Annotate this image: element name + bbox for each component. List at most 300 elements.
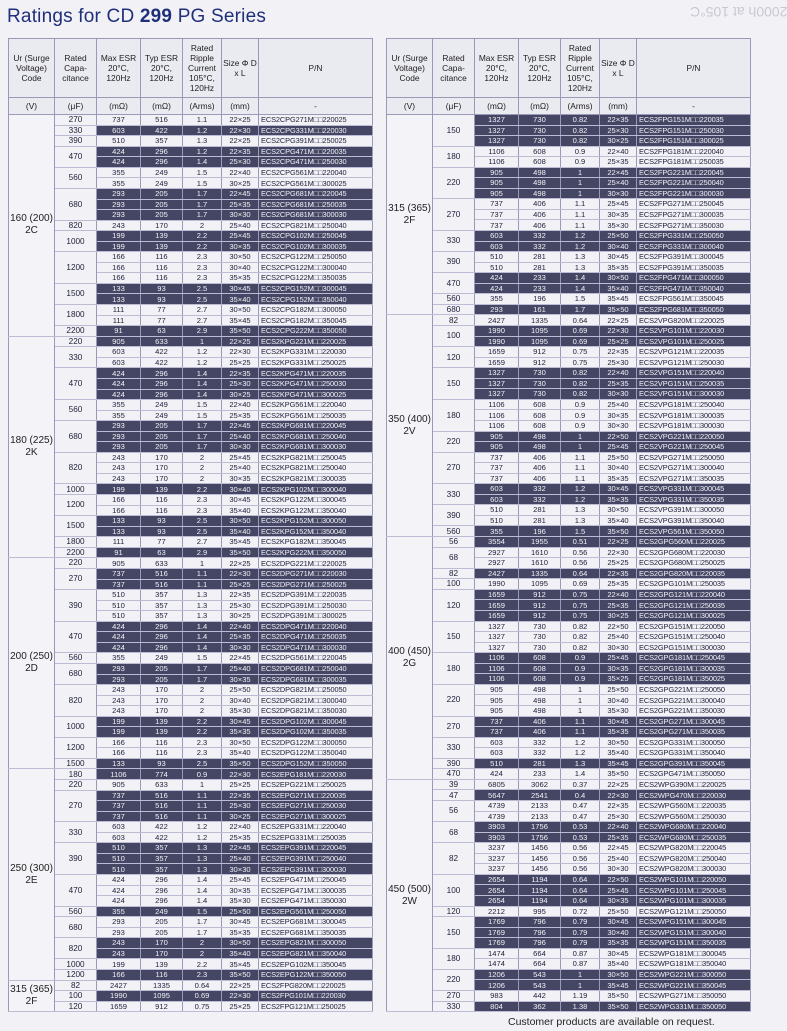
table-row: [9, 917, 373, 928]
typ-esr-cell: 205: [141, 917, 183, 928]
size-cell: 22×45: [222, 653, 259, 664]
size-cell: 25×40: [222, 853, 259, 864]
typ-esr-cell: 139: [141, 727, 183, 738]
max-esr-cell: 603: [97, 357, 141, 368]
size-cell: 35×30: [600, 705, 637, 716]
size-cell: 22×45: [222, 188, 259, 199]
voltage-code-cell: 350 (400) 2V: [387, 315, 433, 537]
part-number-cell: ECS2FPG151M□□250030: [637, 125, 751, 136]
size-cell: 22×30: [222, 991, 259, 1002]
table-row: [9, 305, 373, 316]
size-cell: 30×30: [222, 210, 259, 221]
typ-esr-cell: 912: [519, 611, 561, 622]
unit-capacitance: (μF): [55, 98, 97, 115]
size-cell: 30×45: [222, 716, 259, 727]
ripple-current-cell: 1: [561, 695, 600, 706]
ripple-current-cell: 1.3: [183, 853, 222, 864]
part-number-cell: ECS2KPG471M□□300025: [259, 389, 373, 400]
typ-esr-cell: 516: [141, 115, 183, 126]
capacitance-cell: 270: [433, 199, 475, 231]
max-esr-cell: 2927: [475, 558, 519, 569]
ripple-current-cell: 1.2: [561, 241, 600, 252]
size-cell: 22×25: [222, 336, 259, 347]
max-esr-cell: 293: [97, 199, 141, 210]
part-number-cell: ECS2CPG102M□□250045: [259, 231, 373, 242]
part-number-cell: ECS2GPG271M□□300045: [637, 716, 751, 727]
max-esr-cell: 603: [97, 822, 141, 833]
max-esr-cell: 737: [97, 579, 141, 590]
part-number-cell: ECS2WPG221M□□300050: [637, 969, 751, 980]
max-esr-cell: 1327: [475, 368, 519, 379]
max-esr-cell: 424: [97, 621, 141, 632]
part-number-cell: ECS2EPG561M□□250050: [259, 906, 373, 917]
capacitance-cell: 1000: [55, 484, 97, 495]
max-esr-cell: 199: [97, 716, 141, 727]
typ-esr-cell: 406: [519, 209, 561, 220]
ripple-current-cell: 1.7: [183, 188, 222, 199]
ripple-current-cell: 1.2: [561, 484, 600, 495]
max-esr-cell: 1106: [475, 653, 519, 664]
max-esr-cell: 905: [97, 336, 141, 347]
ripple-current-cell: 0.82: [561, 632, 600, 643]
part-number-cell: ECS2WPG101M□□220050: [637, 874, 751, 885]
ripple-current-cell: 0.72: [561, 906, 600, 917]
part-number-cell: ECS2DPG271M□□250025: [259, 579, 373, 590]
ripple-current-cell: 1.4: [183, 157, 222, 168]
capacitance-cell: 680: [55, 663, 97, 684]
typ-esr-cell: 296: [141, 146, 183, 157]
max-esr-cell: 737: [475, 463, 519, 474]
ripple-current-cell: 1.1: [561, 463, 600, 474]
typ-esr-cell: 730: [519, 368, 561, 379]
table-row: [387, 716, 751, 727]
size-cell: 22×25: [222, 980, 259, 991]
size-cell: 30×35: [600, 410, 637, 421]
size-cell: 30×50: [600, 505, 637, 516]
typ-esr-cell: 63: [141, 547, 183, 558]
size-cell: 35×50: [222, 326, 259, 337]
max-esr-cell: 243: [97, 463, 141, 474]
typ-esr-cell: 1756: [519, 822, 561, 833]
part-number-cell: ECS2WPG820M□□220045: [637, 843, 751, 854]
size-cell: 25×25: [222, 357, 259, 368]
table-row: [387, 315, 751, 326]
ripple-current-cell: 0.82: [561, 368, 600, 379]
max-esr-cell: 424: [97, 642, 141, 653]
ripple-current-cell: 1.4: [183, 632, 222, 643]
part-number-cell: ECS2GPG121M□□220040: [637, 589, 751, 600]
table-row: [387, 304, 751, 315]
typ-esr-cell: 170: [141, 685, 183, 696]
capacitance-cell: 560: [55, 653, 97, 664]
ripple-current-cell: 0.75: [561, 347, 600, 358]
ripple-current-cell: 0.51: [561, 537, 600, 548]
size-cell: 25×40: [222, 431, 259, 442]
capacitance-cell: 220: [55, 336, 97, 347]
size-cell: 22×25: [600, 779, 637, 790]
max-esr-cell: 2654: [475, 895, 519, 906]
size-cell: 25×40: [600, 853, 637, 864]
typ-esr-cell: 633: [141, 336, 183, 347]
max-esr-cell: 166: [97, 748, 141, 759]
capacitance-cell: 560: [433, 526, 475, 537]
table-row: [387, 684, 751, 695]
ripple-current-cell: 0.56: [561, 864, 600, 875]
part-number-cell: ECS2DPG681M□□250040: [259, 663, 373, 674]
part-number-cell: ECS2DPG391M□□300025: [259, 611, 373, 622]
size-cell: 25×40: [222, 220, 259, 231]
max-esr-cell: 293: [97, 210, 141, 221]
max-esr-cell: 510: [97, 611, 141, 622]
ripple-current-cell: 2.2: [183, 231, 222, 242]
table-row: [387, 579, 751, 590]
max-esr-cell: 166: [97, 252, 141, 263]
typ-esr-cell: 332: [519, 494, 561, 505]
max-esr-cell: 2427: [475, 315, 519, 326]
ripple-current-cell: 2.2: [183, 716, 222, 727]
size-cell: 25×35: [600, 378, 637, 389]
typ-esr-cell: 281: [519, 515, 561, 526]
table-row: [9, 938, 373, 949]
part-number-cell: ECS2VPG151M□□250035: [637, 378, 751, 389]
max-esr-cell: 199: [97, 484, 141, 495]
part-number-cell: ECS2CPG152M□□350040: [259, 294, 373, 305]
ripple-current-cell: 0.87: [561, 948, 600, 959]
part-number-cell: ECS2FPG181M□□220040: [637, 146, 751, 157]
ripple-current-cell: 0.82: [561, 136, 600, 147]
header-max-esr: Max ESR 20°C, 120Hz: [475, 39, 519, 98]
part-number-cell: ECS2CPG271M□□220025: [259, 115, 373, 126]
size-cell: 35×50: [222, 547, 259, 558]
ripple-current-cell: 1: [561, 684, 600, 695]
part-number-cell: ECS2KPG561M□□220040: [259, 400, 373, 411]
size-cell: 22×30: [222, 769, 259, 780]
table-row: [9, 663, 373, 674]
part-number-cell: ECS2GPG331M□□300050: [637, 737, 751, 748]
capacitance-cell: 120: [55, 1001, 97, 1012]
part-number-cell: ECS2FPG221M□□220045: [637, 167, 751, 178]
typ-esr-cell: 281: [519, 505, 561, 516]
part-number-cell: ECS2DPG271M□□220030: [259, 568, 373, 579]
capacitance-cell: 1800: [55, 537, 97, 548]
part-number-cell: ECS2WPG680M□□220040: [637, 822, 751, 833]
size-cell: 30×45: [600, 917, 637, 928]
part-number-cell: ECS2GPG181M□□300035: [637, 663, 751, 674]
size-cell: 25×40: [600, 399, 637, 410]
typ-esr-cell: 498: [519, 188, 561, 199]
unit-part-number: -: [637, 98, 751, 115]
typ-esr-cell: 357: [141, 843, 183, 854]
ratings-table-right: [386, 38, 751, 1012]
size-cell: 30×50: [222, 252, 259, 263]
part-number-cell: ECS2VPG271M□□300040: [637, 463, 751, 474]
capacitance-cell: 82: [433, 843, 475, 875]
capacitance-cell: 180: [433, 948, 475, 969]
table-row: [9, 822, 373, 833]
ripple-current-cell: 1: [561, 167, 600, 178]
table-row: [9, 685, 373, 696]
max-esr-cell: 166: [97, 737, 141, 748]
typ-esr-cell: 249: [141, 167, 183, 178]
capacitance-cell: 150: [433, 621, 475, 653]
part-number-cell: ECS2DPG391M□□250030: [259, 600, 373, 611]
table-body-right: [387, 115, 751, 1012]
capacitance-cell: 180: [433, 146, 475, 167]
typ-esr-cell: 796: [519, 917, 561, 928]
typ-esr-cell: 406: [519, 463, 561, 474]
ripple-current-cell: 0.87: [561, 959, 600, 970]
ripple-current-cell: 0.82: [561, 389, 600, 400]
part-number-cell: ECS2FPG151M□□300025: [637, 136, 751, 147]
part-number-cell: ECS2DPG152M□□350050: [259, 758, 373, 769]
ripple-current-cell: 0.47: [561, 811, 600, 822]
max-esr-cell: 603: [475, 484, 519, 495]
size-cell: 30×40: [600, 927, 637, 938]
table-row: [9, 283, 373, 294]
ripple-current-cell: 1.3: [183, 843, 222, 854]
unit-size: (mm): [222, 98, 259, 115]
ripple-current-cell: 1.4: [183, 368, 222, 379]
ripple-current-cell: 2.5: [183, 283, 222, 294]
ripple-current-cell: 0.82: [561, 115, 600, 126]
part-number-cell: ECS2DPG561M□□220045: [259, 653, 373, 664]
capacitance-cell: 680: [55, 421, 97, 453]
ripple-current-cell: 2.2: [183, 727, 222, 738]
capacitance-cell: 150: [433, 115, 475, 147]
part-number-cell: ECS2GPG680M□□250025: [637, 558, 751, 569]
size-cell: 30×45: [222, 917, 259, 928]
size-cell: 25×35: [222, 632, 259, 643]
ripple-current-cell: 1.1: [183, 790, 222, 801]
size-cell: 35×50: [222, 970, 259, 981]
ripple-current-cell: 1.7: [183, 421, 222, 432]
max-esr-cell: 737: [97, 568, 141, 579]
unit-max-esr: (mΩ): [475, 98, 519, 115]
part-number-cell: ECS2EPG271M□□300025: [259, 811, 373, 822]
max-esr-cell: 1659: [475, 611, 519, 622]
part-number-cell: ECS2KPG821M□□250045: [259, 452, 373, 463]
part-number-cell: ECS2WPG271M□□350050: [637, 990, 751, 1001]
size-cell: 30×50: [222, 938, 259, 949]
typ-esr-cell: 912: [519, 357, 561, 368]
typ-esr-cell: 93: [141, 283, 183, 294]
capacitance-cell: 330: [433, 737, 475, 758]
size-cell: 22×35: [600, 115, 637, 126]
part-number-cell: ECS2FPG101M□□220030: [259, 991, 373, 1002]
capacitance-cell: 820: [55, 938, 97, 959]
max-esr-cell: 243: [97, 938, 141, 949]
table-row: [9, 368, 373, 379]
part-number-cell: ECS2VPG181M□□300030: [637, 421, 751, 432]
capacitance-cell: 56: [433, 537, 475, 548]
ripple-current-cell: 1.3: [183, 864, 222, 875]
size-cell: 22×40: [222, 167, 259, 178]
size-cell: 30×35: [222, 674, 259, 685]
max-esr-cell: 603: [475, 748, 519, 759]
ripple-current-cell: 0.9: [561, 653, 600, 664]
ripple-current-cell: 0.47: [561, 801, 600, 812]
capacitance-cell: 1800: [55, 305, 97, 326]
capacitance-cell: 68: [433, 547, 475, 568]
ripple-current-cell: 1.3: [183, 590, 222, 601]
capacitance-cell: 820: [55, 452, 97, 484]
typ-esr-cell: 796: [519, 927, 561, 938]
size-cell: 30×30: [600, 642, 637, 653]
typ-esr-cell: 170: [141, 938, 183, 949]
capacitance-cell: 330: [433, 1001, 475, 1012]
size-cell: 35×35: [600, 727, 637, 738]
ripple-current-cell: 0.9: [561, 663, 600, 674]
part-number-cell: ECS2DPG391M□□220035: [259, 590, 373, 601]
capacitance-cell: 1000: [55, 959, 97, 970]
size-cell: 30×30: [222, 864, 259, 875]
typ-esr-cell: 422: [141, 347, 183, 358]
max-esr-cell: 424: [97, 885, 141, 896]
max-esr-cell: 424: [97, 896, 141, 907]
ripple-current-cell: 0.9: [561, 410, 600, 421]
typ-esr-cell: 730: [519, 115, 561, 126]
capacitance-cell: 1200: [55, 737, 97, 758]
typ-esr-cell: 730: [519, 136, 561, 147]
unit-part-number: -: [259, 98, 373, 115]
max-esr-cell: 905: [475, 431, 519, 442]
max-esr-cell: 3237: [475, 853, 519, 864]
table-row: [9, 716, 373, 727]
size-cell: 22×30: [600, 326, 637, 337]
max-esr-cell: 199: [97, 727, 141, 738]
size-cell: 35×50: [600, 1001, 637, 1012]
capacitance-cell: 100: [55, 991, 97, 1002]
unit-typ-esr: (mΩ): [519, 98, 561, 115]
typ-esr-cell: 249: [141, 178, 183, 189]
table-row: [9, 1001, 373, 1012]
size-cell: 35×30: [222, 896, 259, 907]
capacitance-cell: 2200: [55, 326, 97, 337]
size-cell: 25×45: [222, 875, 259, 886]
max-esr-cell: 424: [97, 632, 141, 643]
table-row: [9, 547, 373, 558]
typ-esr-cell: 170: [141, 452, 183, 463]
header-size: Size Φ D x L: [222, 39, 259, 98]
size-cell: 30×30: [600, 188, 637, 199]
capacitance-cell: 270: [55, 115, 97, 126]
max-esr-cell: 510: [97, 853, 141, 864]
max-esr-cell: 243: [97, 473, 141, 484]
max-esr-cell: 603: [97, 347, 141, 358]
capacitance-cell: 390: [433, 505, 475, 526]
part-number-cell: ECS2FPG561M□□350045: [637, 294, 751, 305]
size-cell: 30×45: [222, 283, 259, 294]
typ-esr-cell: 93: [141, 526, 183, 537]
typ-esr-cell: 608: [519, 157, 561, 168]
max-esr-cell: 1327: [475, 136, 519, 147]
size-cell: 35×35: [222, 727, 259, 738]
ripple-current-cell: 0.79: [561, 927, 600, 938]
ripple-current-cell: 0.56: [561, 853, 600, 864]
size-cell: 25×25: [600, 336, 637, 347]
typ-esr-cell: 730: [519, 389, 561, 400]
max-esr-cell: 293: [97, 917, 141, 928]
ripple-current-cell: 1.4: [183, 875, 222, 886]
part-number-cell: ECS2VPG391M□□350040: [637, 515, 751, 526]
max-esr-cell: 166: [97, 970, 141, 981]
size-cell: 30×50: [222, 737, 259, 748]
size-cell: 30×45: [600, 948, 637, 959]
ripple-current-cell: 1.3: [561, 515, 600, 526]
part-number-cell: ECS2KPG182M□□350045: [259, 537, 373, 548]
capacitance-cell: 100: [433, 326, 475, 347]
size-cell: 30×30: [600, 421, 637, 432]
capacitance-cell: 220: [433, 167, 475, 199]
part-number-cell: ECS2GPG221M□□350030: [637, 705, 751, 716]
max-esr-cell: 1990: [475, 336, 519, 347]
part-number-cell: ECS2FPG221M□□300030: [637, 188, 751, 199]
ripple-current-cell: 1.5: [561, 294, 600, 305]
ripple-current-cell: 0.64: [561, 895, 600, 906]
part-number-cell: ECS2CPG681M□□300030: [259, 210, 373, 221]
capacitance-cell: 270: [433, 452, 475, 484]
ripple-current-cell: 0.9: [561, 146, 600, 157]
part-number-cell: ECS2GPG151M□□250040: [637, 632, 751, 643]
typ-esr-cell: 296: [141, 632, 183, 643]
table-body-left: [9, 115, 373, 1012]
table-row: [387, 779, 751, 790]
ripple-current-cell: 0.75: [561, 357, 600, 368]
ripple-current-cell: 1.1: [561, 716, 600, 727]
max-esr-cell: 1106: [475, 146, 519, 157]
typ-esr-cell: 93: [141, 294, 183, 305]
part-number-cell: ECS2CPG391M□□250025: [259, 136, 373, 147]
max-esr-cell: 905: [475, 442, 519, 453]
size-cell: 35×50: [600, 769, 637, 780]
ripple-current-cell: 1.7: [561, 304, 600, 315]
ripple-current-cell: 2.3: [183, 505, 222, 516]
typ-esr-cell: 205: [141, 431, 183, 442]
size-cell: 30×50: [222, 516, 259, 527]
typ-esr-cell: 296: [141, 378, 183, 389]
typ-esr-cell: 516: [141, 568, 183, 579]
part-number-cell: ECS2WPG680M□□250035: [637, 832, 751, 843]
part-number-cell: ECS2WPG121M□□250050: [637, 906, 751, 917]
header-code: Ur (Surge Voltage) Code: [387, 39, 433, 98]
max-esr-cell: 1206: [475, 969, 519, 980]
voltage-code-cell: 315 (365) 2F: [9, 980, 55, 1012]
capacitance-cell: 150: [433, 917, 475, 949]
size-cell: 35×30: [600, 220, 637, 231]
ripple-current-cell: 2.2: [183, 484, 222, 495]
typ-esr-cell: 205: [141, 927, 183, 938]
part-number-cell: ECS2KPG681M□□220045: [259, 421, 373, 432]
capacitance-cell: 270: [433, 716, 475, 737]
part-number-cell: ECS2KPG152M□□350040: [259, 526, 373, 537]
ripple-current-cell: 2.9: [183, 547, 222, 558]
max-esr-cell: 133: [97, 516, 141, 527]
typ-esr-cell: 1194: [519, 895, 561, 906]
table-row: [387, 948, 751, 959]
max-esr-cell: 1990: [97, 991, 141, 1002]
table-row: [387, 115, 751, 126]
max-esr-cell: 2427: [475, 568, 519, 579]
typ-esr-cell: 1756: [519, 832, 561, 843]
size-cell: 25×35: [222, 832, 259, 843]
unit-ripple: (Arms): [183, 98, 222, 115]
ripple-current-cell: 2.7: [183, 305, 222, 316]
capacitance-cell: 120: [433, 347, 475, 368]
ripple-current-cell: 0.53: [561, 822, 600, 833]
typ-esr-cell: 281: [519, 252, 561, 263]
max-esr-cell: 355: [475, 294, 519, 305]
capacitance-cell: 39: [433, 779, 475, 790]
